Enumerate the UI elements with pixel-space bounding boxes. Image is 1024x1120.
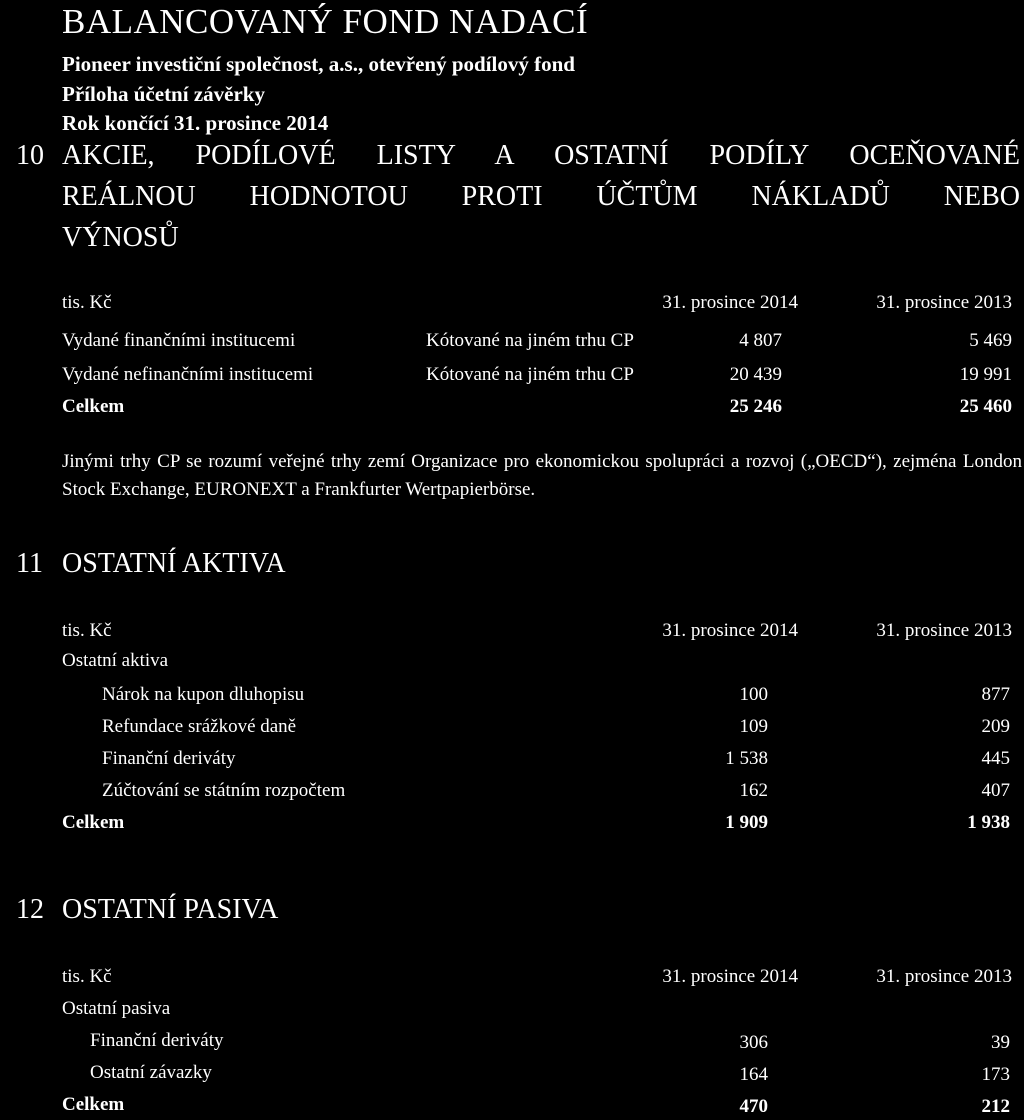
row-value-2013: 877 xyxy=(981,684,1010,705)
row-market-type: Kótované na jiném trhu CP xyxy=(426,364,634,385)
year-line: Rok končící 31. prosince 2014 xyxy=(62,111,329,135)
section-11-title: OSTATNÍ AKTIVA xyxy=(62,548,286,579)
row-label: Finanční deriváty xyxy=(102,748,236,769)
section-11-number: 11 xyxy=(16,548,43,579)
row-value-2013: 5 469 xyxy=(969,330,1012,351)
total-value-2014: 25 246 xyxy=(729,396,782,417)
row-value-2014: 4 807 xyxy=(739,330,782,351)
row-label: Vydané nefinančními institucemi xyxy=(62,364,314,385)
section-11-unit: tis. Kč xyxy=(62,620,112,641)
row-value-2014: 20 439 xyxy=(729,364,782,385)
row-label: Zúčtování se státním rozpočtem xyxy=(102,780,346,801)
row-value-2013: 407 xyxy=(981,780,1010,801)
section-10-col-2013: 31. prosince 2013 xyxy=(876,292,1012,313)
row-label: Refundace srážkové daně xyxy=(102,716,297,737)
section-12-col-2014: 31. prosince 2014 xyxy=(662,966,798,987)
appendix-line: Příloha účetní závěrky xyxy=(62,82,265,106)
section-10-unit: tis. Kč xyxy=(62,292,112,313)
total-value-2014: 470 xyxy=(739,1096,768,1117)
row-label: Nárok na kupon dluhopisu xyxy=(102,684,305,705)
row-value-2013: 19 991 xyxy=(959,364,1012,385)
section-12-col-2013: 31. prosince 2013 xyxy=(876,966,1012,987)
company-line: Pioneer investiční společnost, a.s., otevřený podílový fond xyxy=(62,52,575,76)
section-10-col-2014: 31. prosince 2014 xyxy=(662,292,798,313)
section-12-group-label: Ostatní pasiva xyxy=(62,998,171,1019)
total-value-2014: 1 909 xyxy=(725,812,768,833)
total-label: Celkem xyxy=(62,396,125,417)
row-label: Vydané finančními institucemi xyxy=(62,330,296,351)
section-11-col-2013: 31. prosince 2013 xyxy=(876,620,1012,641)
section-10-title-line-3: VÝNOSŮ xyxy=(62,222,179,253)
row-value-2014: 109 xyxy=(739,716,768,737)
section-10-note: Jinými trhy CP se rozumí veřejné trhy zemí Organizace pro ekonomickou spolupráci a rozvoj („OECD“), zejména London Stock Exchange, EURONEXT a Frankfurter Wertpapierbörse. xyxy=(62,451,1022,500)
row-label: Ostatní závazky xyxy=(90,1062,212,1083)
row-value-2014: 100 xyxy=(739,684,768,705)
row-value-2013: 173 xyxy=(981,1064,1010,1085)
total-label: Celkem xyxy=(62,812,125,833)
row-value-2014: 306 xyxy=(739,1032,768,1053)
row-market-type: Kótované na jiném trhu CP xyxy=(426,330,634,351)
total-value-2013: 1 938 xyxy=(967,812,1010,833)
section-12-title: OSTATNÍ PASIVA xyxy=(62,894,279,925)
section-12-unit: tis. Kč xyxy=(62,966,112,987)
section-10-title-line-2: REÁLNOU HODNOTOU PROTI ÚČTŮM NÁKLADŮ NEBO xyxy=(62,181,1020,212)
section-10-title-line-1: AKCIE, PODÍLOVÉ LISTY A OSTATNÍ PODÍLY OCEŇOVANÉ xyxy=(62,140,1020,171)
total-label: Celkem xyxy=(62,1094,125,1115)
section-12-number: 12 xyxy=(16,894,44,925)
total-value-2013: 212 xyxy=(981,1096,1010,1117)
section-10-number: 10 xyxy=(16,140,44,171)
document-title: BALANCOVANÝ FOND NADACÍ xyxy=(62,2,589,41)
row-label: Finanční deriváty xyxy=(90,1030,224,1051)
row-value-2014: 164 xyxy=(739,1064,768,1085)
total-value-2013: 25 460 xyxy=(959,396,1012,417)
row-value-2013: 39 xyxy=(991,1032,1010,1053)
section-11-group-label: Ostatní aktiva xyxy=(62,650,169,671)
row-value-2013: 445 xyxy=(981,748,1010,769)
section-11-col-2014: 31. prosince 2014 xyxy=(662,620,798,641)
row-value-2014: 1 538 xyxy=(725,748,768,769)
row-value-2014: 162 xyxy=(739,780,768,801)
row-value-2013: 209 xyxy=(981,716,1010,737)
